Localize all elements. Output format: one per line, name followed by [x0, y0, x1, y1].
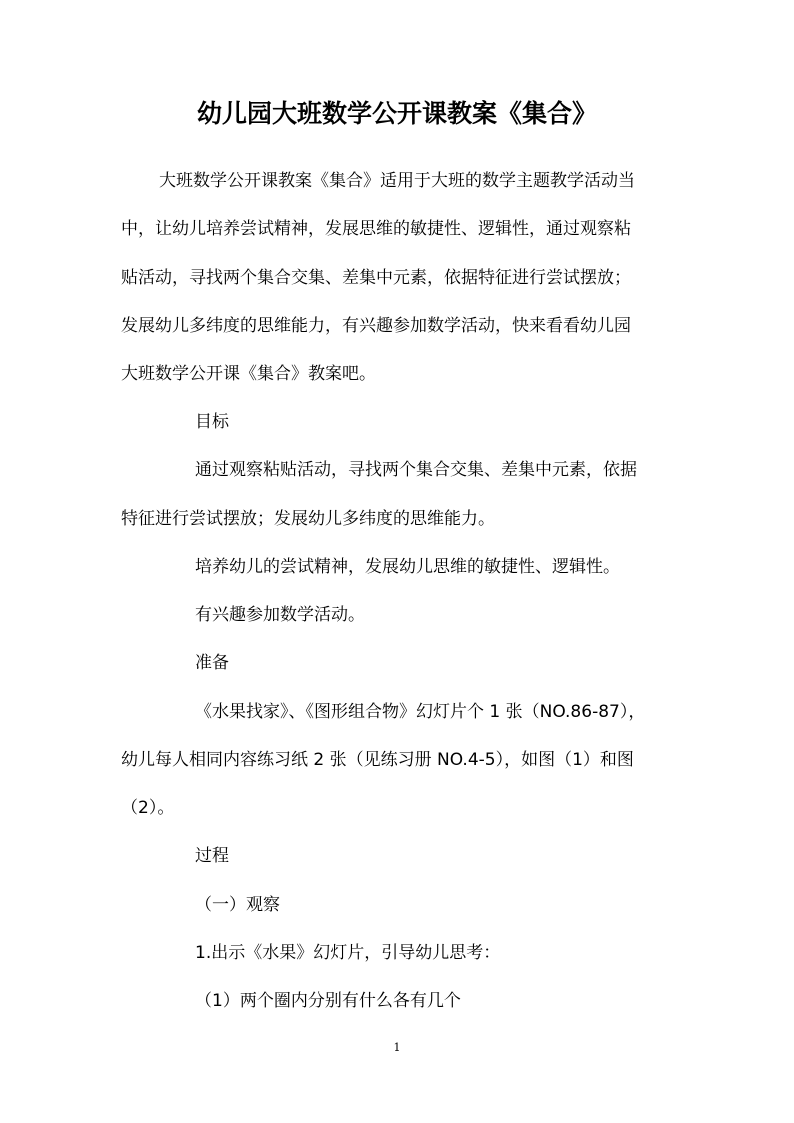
page-title: 幼儿园大班数学公开课教案《集合》 [196, 99, 597, 128]
prep-line-1: 《水果找家》、《图形组合物》幻灯片个 1 张（NO.86-87）， [195, 702, 646, 722]
goal-1-line-2: 特征进行尝试摆放；发展幼儿多纬度的思维能力。 [121, 509, 495, 529]
goal-paragraph-2: 培养幼儿的尝试精神，发展幼儿思维的敏捷性、逻辑性。 [195, 557, 620, 577]
prep-line-3: （2）。 [121, 798, 175, 818]
step-1-question: （1）两个圈内分别有什么各有几个 [195, 991, 461, 1011]
intro-line-3: 贴活动，寻找两个集合交集、差集中元素，依据特征进行尝试摆放； [121, 268, 631, 288]
section-heading-process: 过程 [195, 846, 229, 866]
step-1-heading: （一）观察 [195, 895, 280, 915]
page-number: 1 [393, 1041, 401, 1054]
goal-1-line-1: 通过观察粘贴活动，寻找两个集合交集、差集中元素，依据 [195, 460, 637, 480]
intro-line-1: 大班数学公开课教案《集合》适用于大班的数学主题教学活动当 [159, 171, 635, 191]
prep-line-2: 幼儿每人相同内容练习纸 2 张（见练习册 NO.4-5），如图（1）和图 [121, 750, 634, 770]
section-heading-preparation: 准备 [195, 653, 229, 673]
intro-line-5: 大班数学公开课《集合》教案吧。 [121, 364, 376, 384]
section-heading-goals: 目标 [195, 412, 229, 432]
goal-paragraph-3: 有兴趣参加数学活动。 [195, 605, 365, 625]
step-1-item: 1.出示《水果》幻灯片，引导幼儿思考： [195, 943, 501, 963]
intro-line-4: 发展幼儿多纬度的思维能力，有兴趣参加数学活动，快来看看幼儿园 [121, 316, 631, 336]
intro-line-2: 中，让幼儿培养尝试精神，发展思维的敏捷性、逻辑性，通过观察粘 [121, 219, 631, 239]
